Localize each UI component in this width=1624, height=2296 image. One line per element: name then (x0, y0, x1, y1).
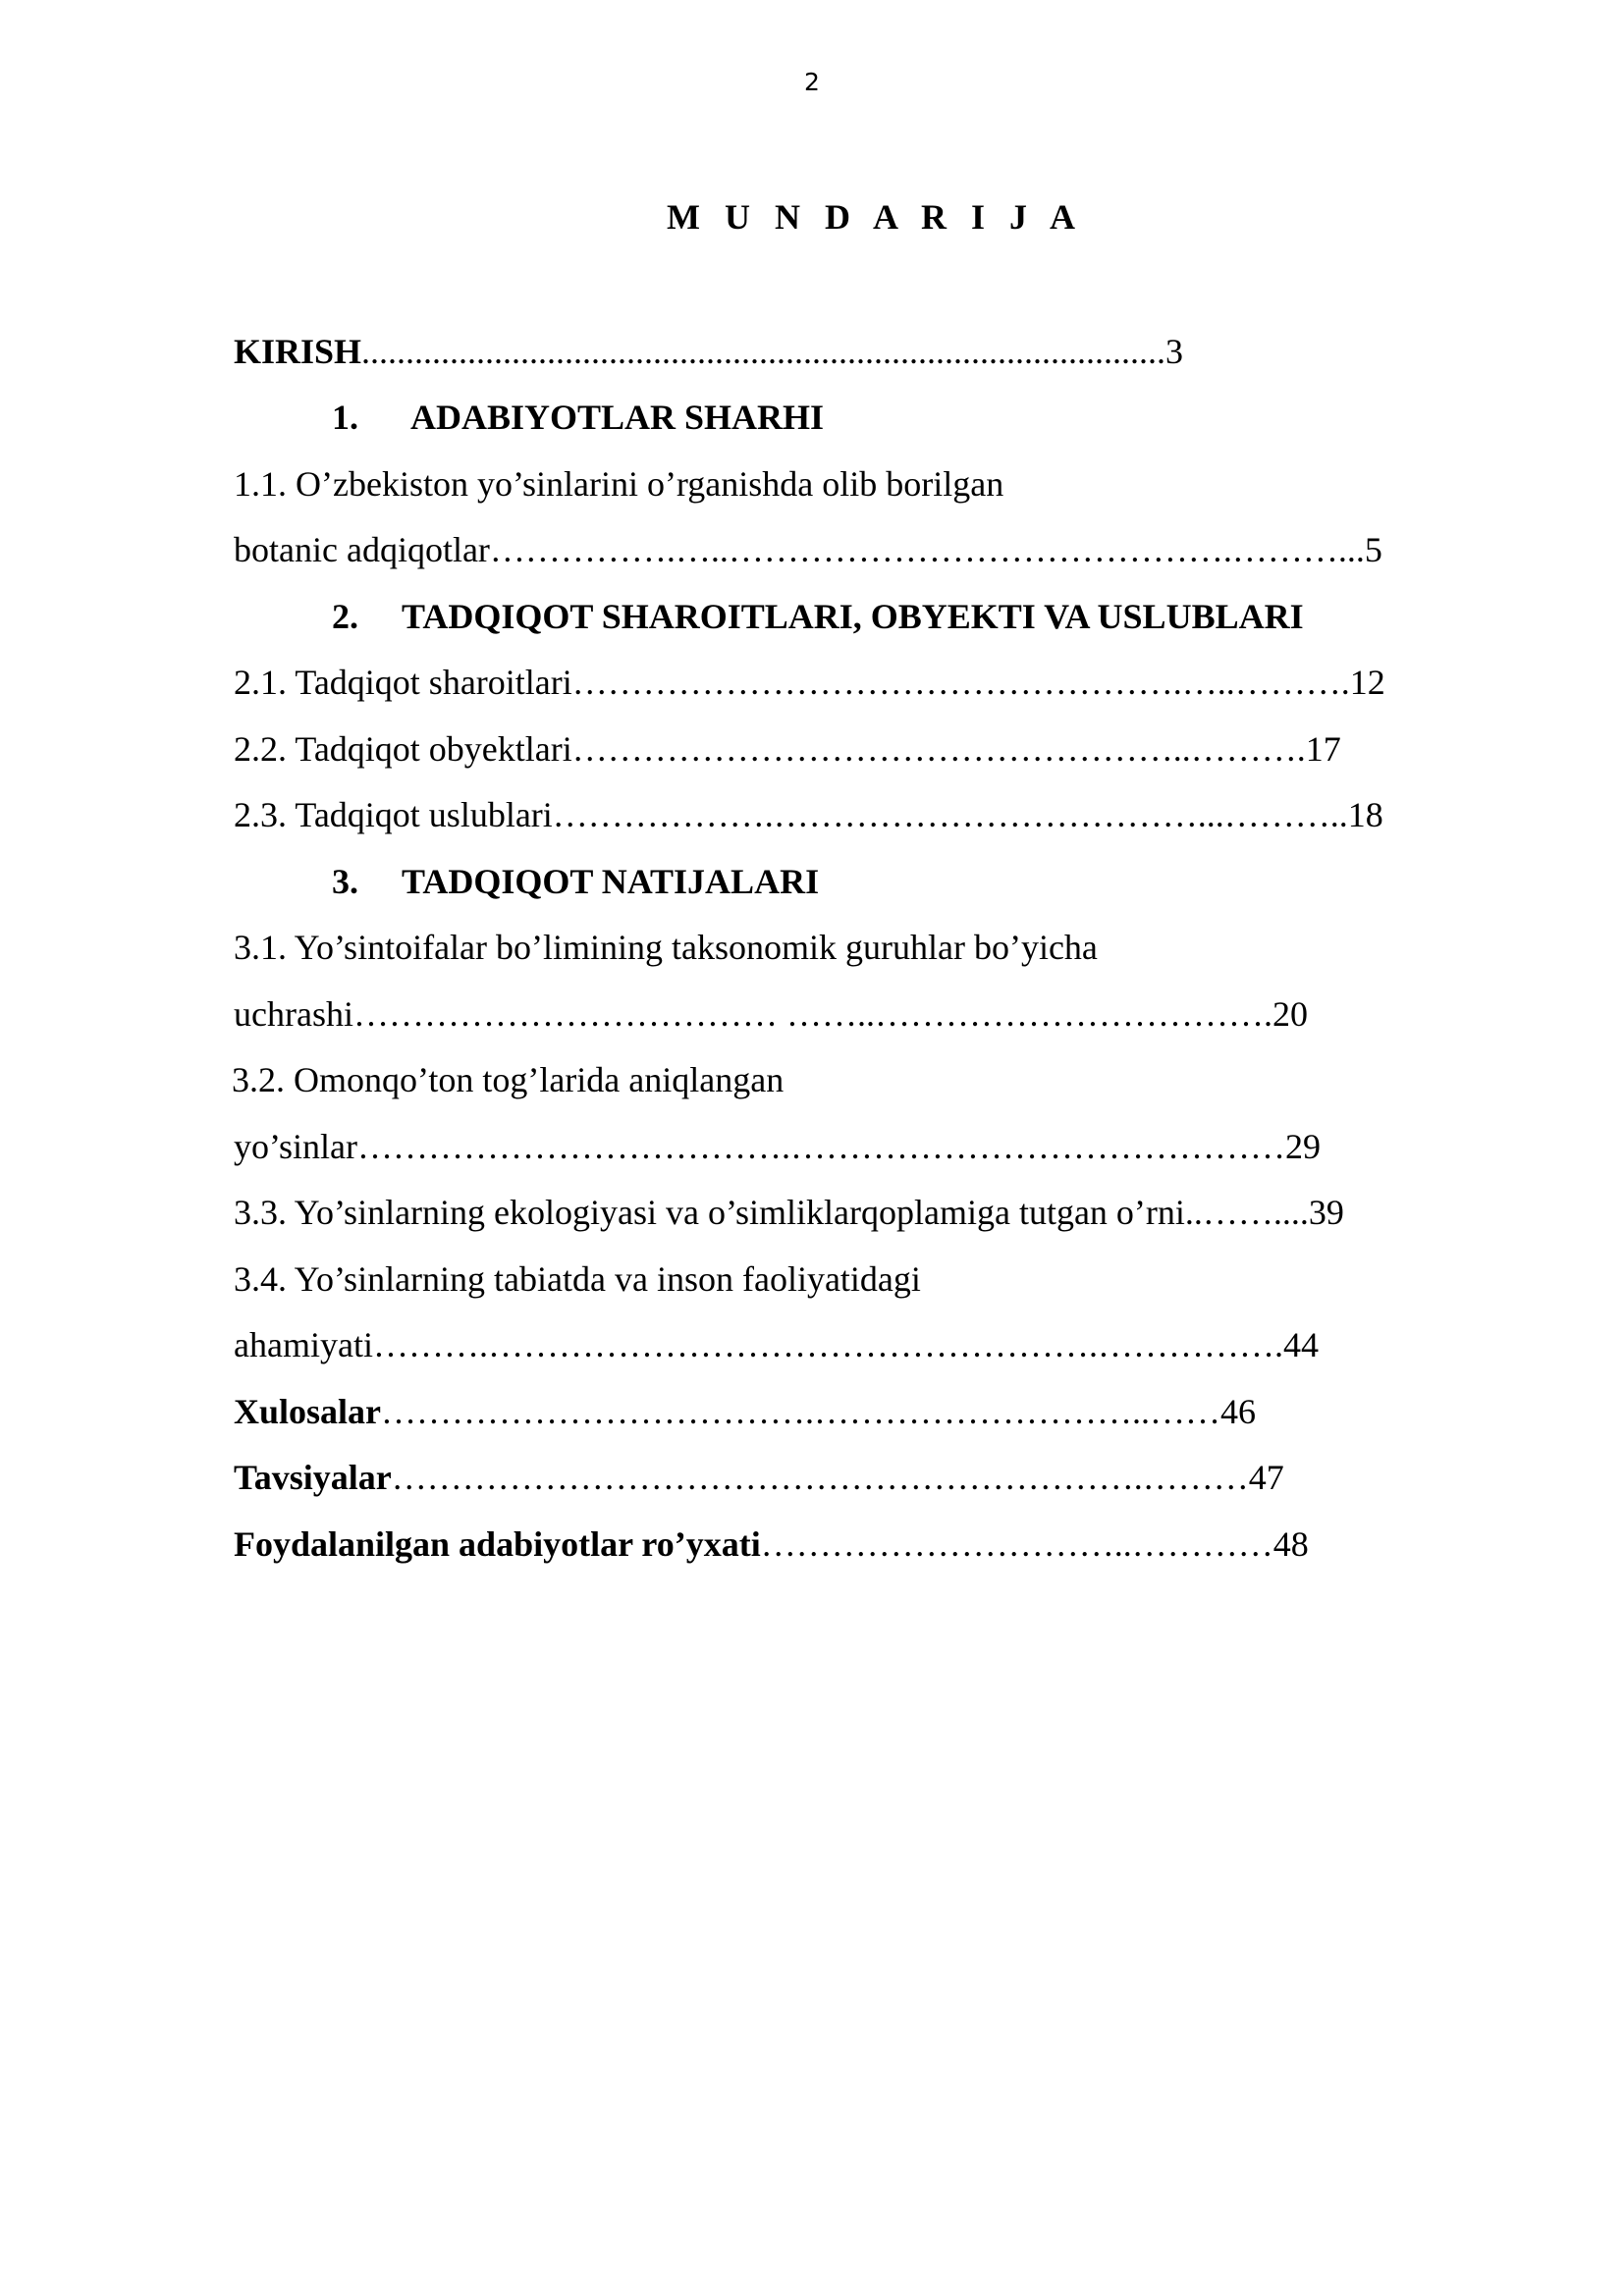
section-number: 2. (332, 597, 358, 636)
toc-entry-3-1-line2[interactable]: uchrashi……………………………… ……..…………………………….20 (234, 994, 1308, 1034)
toc-entry-leader: …………………………..…………48 (760, 1524, 1309, 1564)
section-title: ADABIYOTLAR SHARHI (410, 398, 825, 437)
toc-entry-2-2[interactable]: 2.2. Tadqiqot obyektlari……………………………………………..……….17 (234, 729, 1341, 769)
toc-entry-3-3[interactable]: 3.3. Yo’sinlarning ekologiyasi va o’simliklarqoplamiga tutgan o’rni..……....39 (234, 1193, 1344, 1232)
toc-section-1[interactable] (332, 393, 824, 442)
toc-entry-1-1-line2[interactable]: botanic adqiqotlar…………….…..…………………………………….………...5 (234, 530, 1382, 569)
toc-entry-xulosalar[interactable] (234, 1387, 1256, 1436)
page-number: 2 (804, 68, 820, 96)
toc-entry-foydalanilgan-adabiyotlar[interactable] (234, 1520, 1309, 1569)
section-number: 1. (332, 398, 358, 437)
toc-entry-2-3[interactable]: 2.3. Tadqiqot uslublari……………….………………………………...………..18 (234, 795, 1383, 834)
section-title: TADQIQOT SHAROITLARI, OBYEKTI VA USLUBLARI (402, 597, 1304, 636)
section-title: TADQIQOT NATIJALARI (402, 862, 820, 901)
toc-entry-label: Foydalanilgan adabiyotlar ro’yxati (234, 1524, 761, 1564)
toc-entry-1-1-line1[interactable]: 1.1. O’zbekiston yo’sinlarini o’rganishda olib borilgan (234, 464, 1004, 504)
toc-section-3[interactable] (332, 857, 819, 906)
toc-entry-label: Xulosalar (234, 1392, 382, 1431)
toc-entry-label: Tavsiyalar (234, 1458, 392, 1497)
toc-entry-leader: ……………………………………………………….………47 (391, 1458, 1284, 1497)
toc-entry-3-1-line1[interactable]: 3.1. Yo’sintoifalar bo’limining taksonomik guruhlar bo’yicha (234, 928, 1098, 967)
toc-entry-leader: ……………………………….………………………..……46 (381, 1392, 1257, 1431)
toc-entry-3-4-line1[interactable]: 3.4. Yo’sinlarning tabiatda va inson faoliyatidagi (234, 1259, 921, 1299)
toc-entry-2-1[interactable]: 2.1. Tadqiqot sharoitlari…………………………………………….…..……….12 (234, 663, 1385, 702)
toc-entry-kirish[interactable] (234, 327, 1183, 376)
toc-section-2[interactable] (332, 592, 1304, 641)
page-title: M U N D A R I J A (666, 197, 1084, 237)
toc-entry-3-2-line1[interactable]: 3.2. Omonqo’ton tog’larida aniqlangan (232, 1060, 785, 1099)
toc-entry-leader: ........................................................................................... (361, 332, 1166, 371)
toc-entry-3-4-line2[interactable]: ahamiyati……….…………………………………………….…………….44 (234, 1325, 1319, 1364)
section-number: 3. (332, 862, 358, 901)
toc-entry-page: 3 (1165, 332, 1184, 371)
toc-entry-tavsiyalar[interactable] (234, 1453, 1284, 1502)
toc-entry-3-2-line2[interactable]: yo’sinlar……………………………….……………………………………29 (234, 1127, 1321, 1166)
toc-entry-label: KIRISH (234, 332, 362, 371)
